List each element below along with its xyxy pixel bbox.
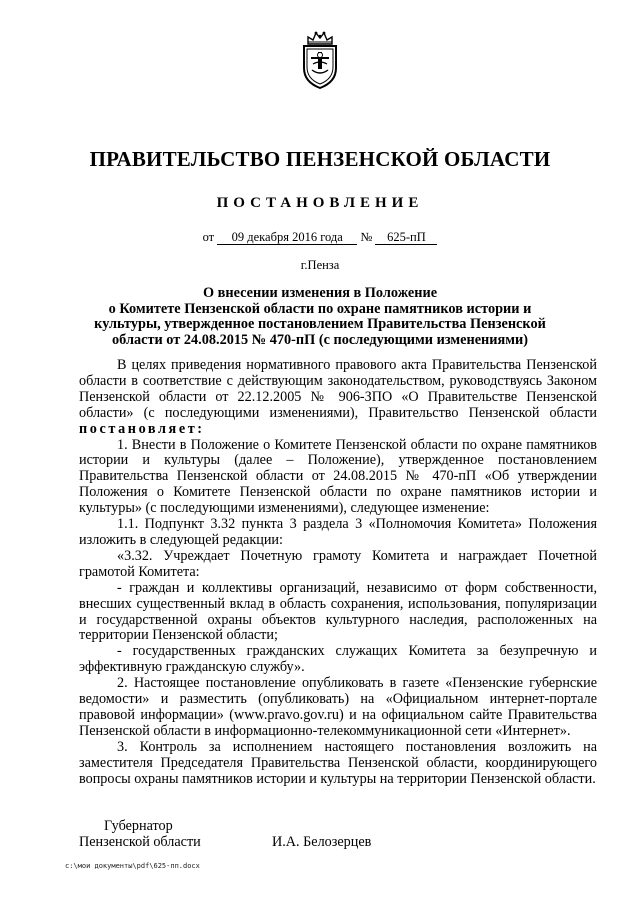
document-type: ПОСТАНОВЛЕНИЕ xyxy=(216,195,424,211)
document-title xyxy=(0,286,640,348)
date-prefix: от xyxy=(202,230,215,244)
organization-name: ПРАВИТЕЛЬСТВО ПЕНЗЕНСКОЙ ОБЛАСТИ xyxy=(89,147,551,171)
preamble-text: В целях приведения нормативного правового акта Правительства Пензенской области в соответствие с действующим законодательством, руководствуясь Законом Пензенской области от 22.12.2005 № 906-ЗПО «О Правительстве Пензенской области» (с последующими изменениями), Правительство Пензенской области xyxy=(79,357,597,421)
preamble-paragraph xyxy=(79,358,597,438)
number-sign: № xyxy=(360,230,373,244)
signatory-position-line1: Губернатор xyxy=(104,818,173,834)
paragraph-1-1: 1.1. Подпункт 3.32 пункта 3 раздела 3 «Полномочия Комитета» Положения изложить в следующей редакции: xyxy=(79,516,597,548)
paragraph-1: 1. Внести в Положение о Комитете Пензенской области по охране памятников истории и культуры (далее – Положение), утвержденное постановлением Правительства Пензенской области от 24.08.2015 № 470-пП «Об утверждении Положения о Комитете Пензенской области по охране памятников истории и культуры» (с последующими изменениями), следующее изменение: xyxy=(79,436,597,517)
document-number: 625-пП xyxy=(375,230,437,245)
decree-word: постановляет: xyxy=(79,420,205,437)
date-number-line xyxy=(0,230,640,245)
bullet-paragraph-1: - граждан и коллективы организаций, независимо от форм собственности, внесших существенный вклад в область сохранения, использования, популяризации и государственной охраны объектов культурного наследия, расположенных на территории Пензенской области; xyxy=(79,579,597,644)
city: г.Пенза xyxy=(300,258,340,272)
paragraph-2: 2. Настоящее постановление опубликовать в газете «Пензенские губернские ведомости» и разместить (опубликовать) на «Официальном интернет-портале правовой информации» (www.pravo.gov.ru) и на официальном сайте Правительства Пензенской области в информационно-телекоммуникационной сети «Интернет». xyxy=(79,675,597,739)
file-path-footer: c:\мои документы\pdf\625-пп.docx xyxy=(65,862,200,870)
bullet-paragraph-2: - государственных гражданских служащих Комитета за безупречную и эффективную гражданскую службу». xyxy=(79,643,597,676)
title-line: области от 24.08.2015 № 470-пП (с последующими изменениями) xyxy=(112,331,528,348)
document-body xyxy=(79,358,597,789)
quoted-paragraph: «3.32. Учреждает Почетную грамоту Комитета и награждает Почетной грамотой Комитета: xyxy=(79,547,597,580)
paragraph-3: 3. Контроль за исполнением настоящего постановления возложить на заместителя Председателя Правительства Пензенской области, координирующего вопросы охраны памятников истории и культуры на территории Пензенской области. xyxy=(79,738,597,787)
title-line: о Комитете Пензенской области по охране памятников истории и xyxy=(108,300,532,317)
coat-of-arms-emblem xyxy=(298,30,342,90)
title-line: культуры, утвержденное постановлением Правительства Пензенской xyxy=(94,316,546,332)
signatory-name: И.А. Белозерцев xyxy=(272,834,372,850)
title-line: О внесении изменения в Положение xyxy=(202,285,438,301)
document-date: 09 декабря 2016 года xyxy=(217,230,357,245)
signatory-position-line2: Пензенской области xyxy=(79,834,201,850)
